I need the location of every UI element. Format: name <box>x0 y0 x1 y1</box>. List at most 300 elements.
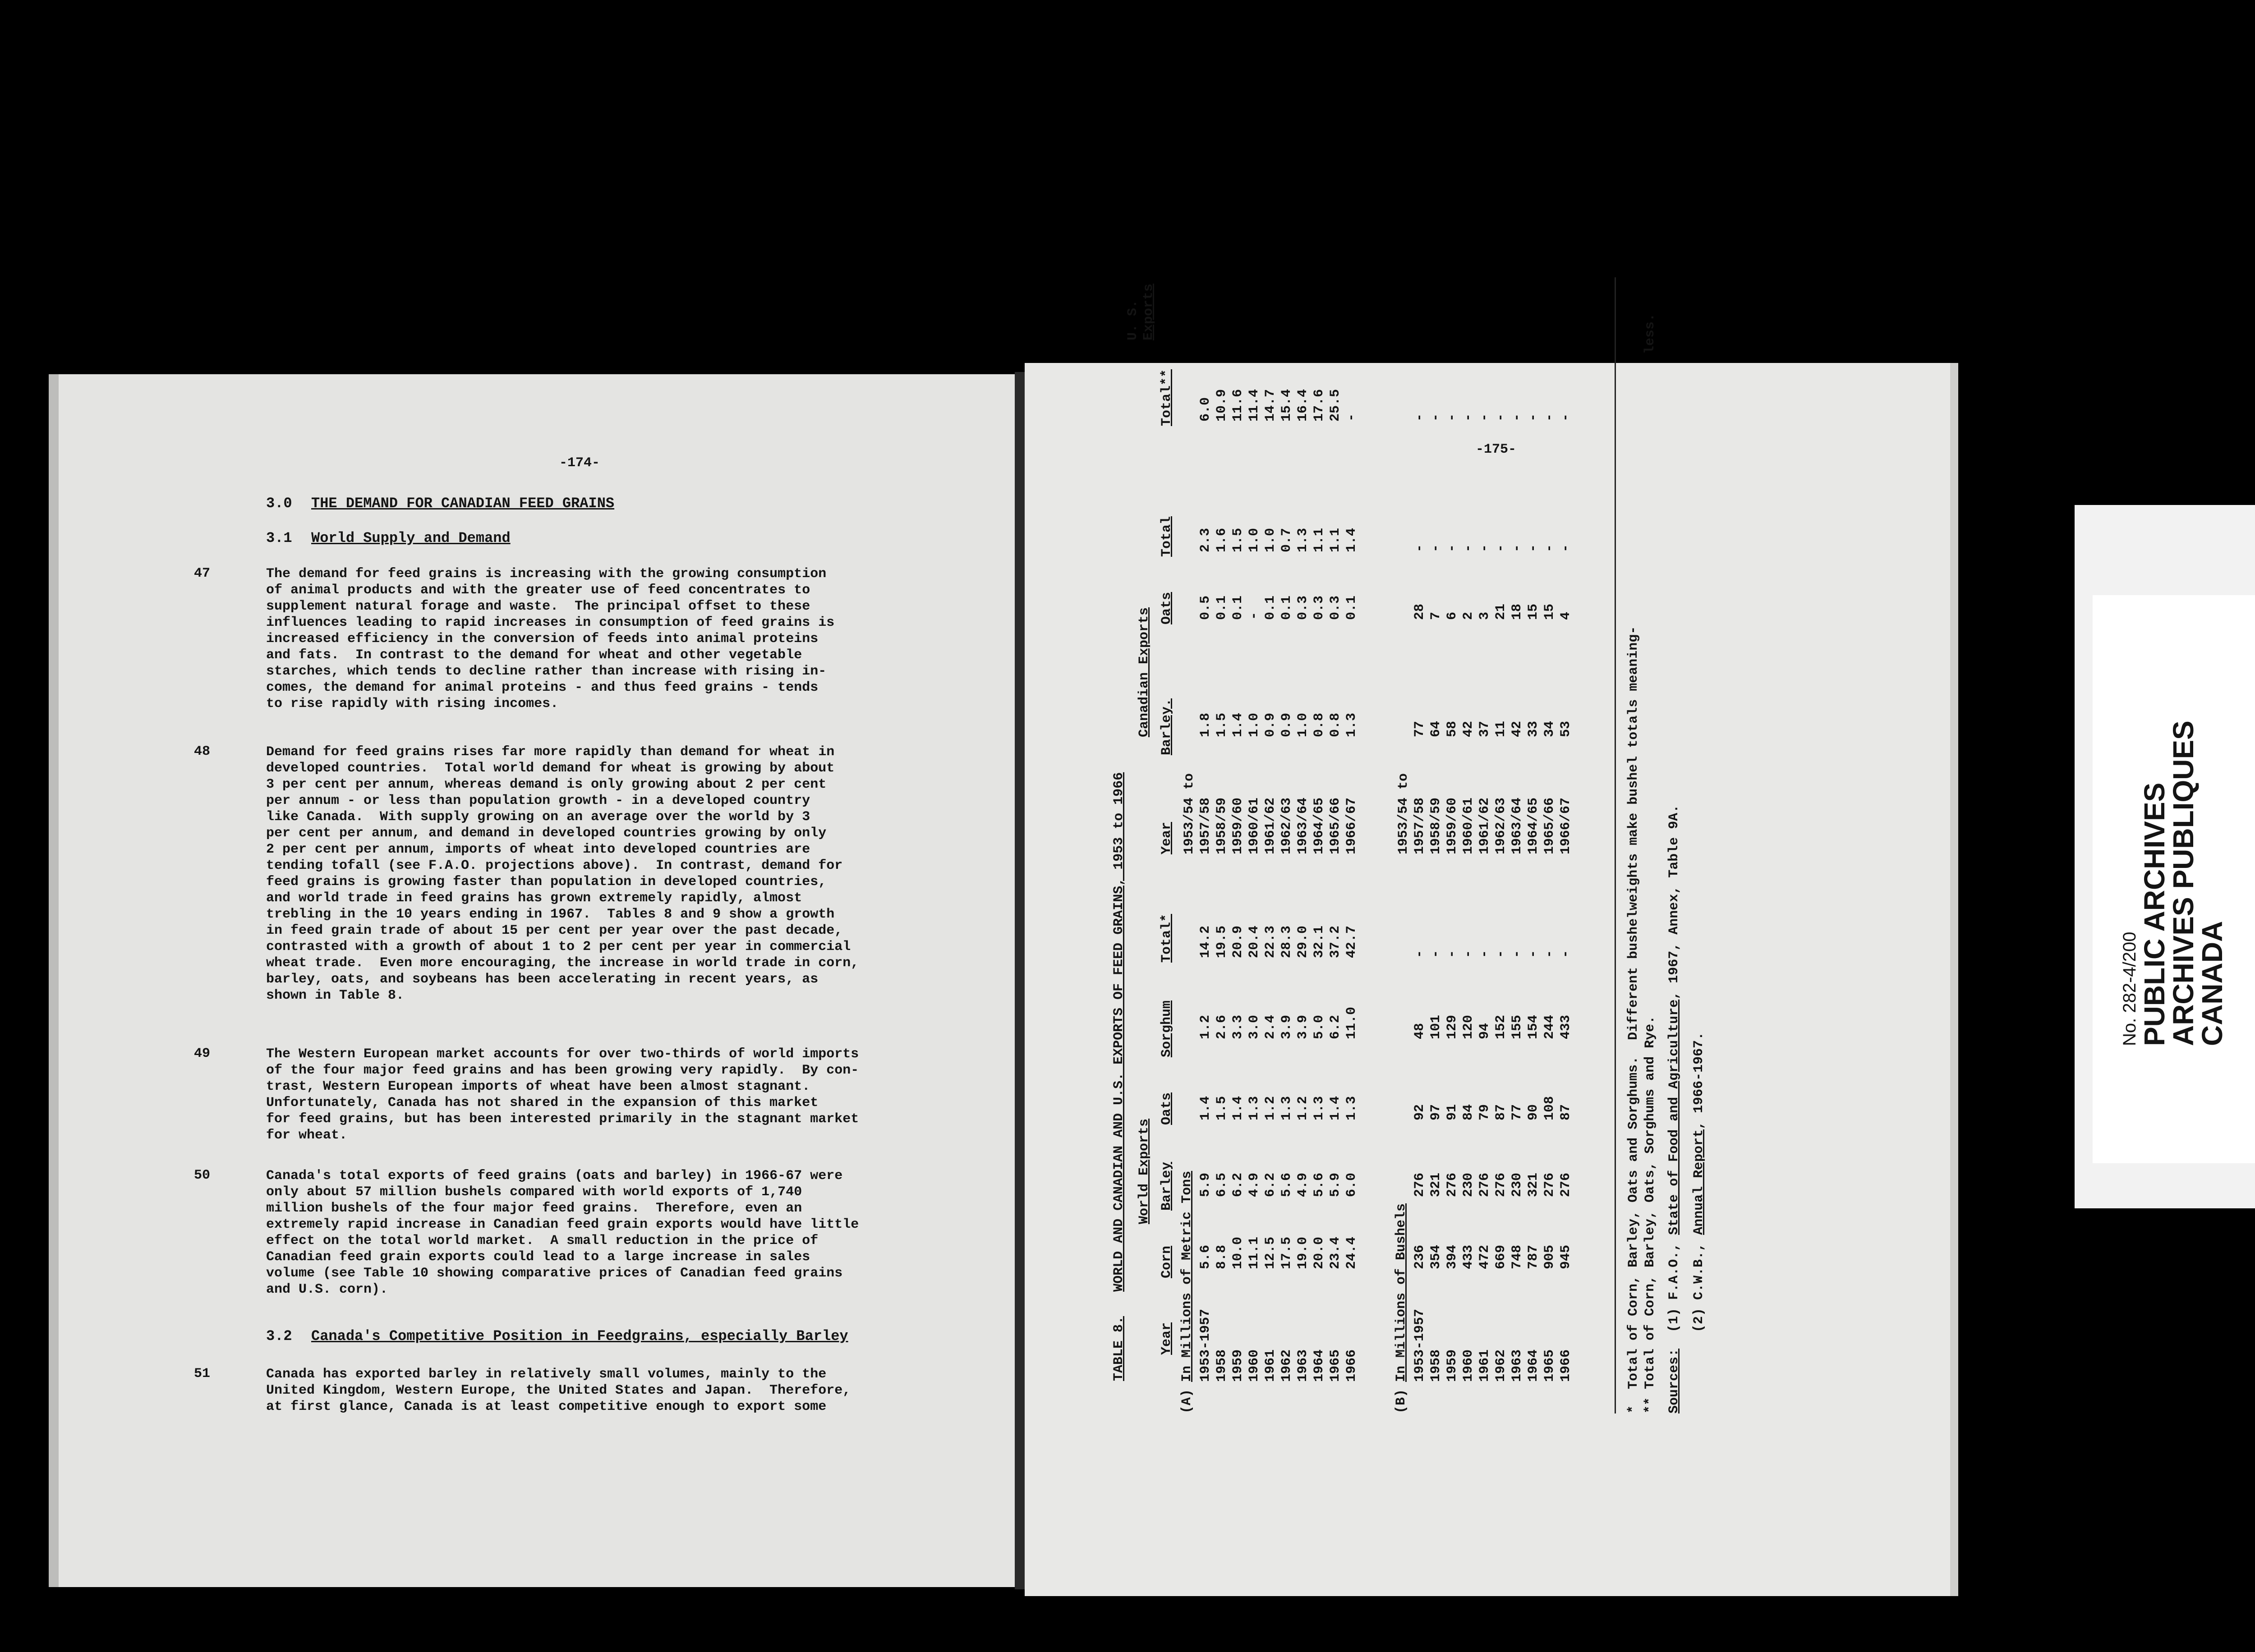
text-line: 4 <box>1558 611 1574 620</box>
text-line: 108 <box>1542 1096 1557 1120</box>
a-total-column <box>1197 926 1360 958</box>
paragraph-number-47: 47 <box>194 566 211 581</box>
text-line: influences leading to rapid increases in consumption of feed grains is <box>266 615 835 630</box>
text-line: 16.4 <box>1295 389 1311 422</box>
text-line: 1.8 <box>1198 712 1213 737</box>
col-header-barley: Barley <box>1159 1161 1174 1211</box>
text-line: 1963 <box>1295 1349 1311 1382</box>
text-line: 1965 <box>1542 1349 1557 1382</box>
footnote-1: * Total of Corn, Barley, Oats and Sorghums. Different bushelweights make bushel totals meaning- <box>1626 626 1641 1413</box>
table-rule <box>1615 277 1616 1413</box>
text-line: 1953-1957 <box>1412 1308 1427 1382</box>
paragraph-48 <box>266 744 988 1004</box>
text-line: Unfortunately, Canada has not shared in the expansion of this market <box>266 1095 819 1111</box>
us-exports-label: Exports <box>1141 283 1156 340</box>
text-line: 1960 <box>1461 1349 1476 1382</box>
text-line: - <box>1526 413 1541 422</box>
world-exports-heading <box>1137 1119 1152 1224</box>
text-line: 77 <box>1509 1104 1525 1120</box>
text-line: 155 <box>1509 1014 1525 1039</box>
text-line: Canada's total exports of feed grains (oats and barley) in 1966-67 were <box>266 1168 843 1184</box>
text-line: 236 <box>1412 1244 1427 1269</box>
col-header-year: Year <box>1159 1322 1174 1355</box>
col-header-corn: Corn <box>1159 1245 1174 1278</box>
text-line: effect on the total world market. A small reduction in the price of <box>266 1233 819 1248</box>
text-line: 1.0 <box>1263 528 1278 552</box>
text-line: 1.2 <box>1263 1096 1278 1120</box>
text-line: 905 <box>1542 1244 1557 1269</box>
paragraph-49 <box>266 1046 988 1143</box>
text-line: 1.1 <box>1312 528 1327 552</box>
text-line: 1.0 <box>1247 712 1262 737</box>
text-line: per cent per annum, and demand in developed countries growing by only <box>266 826 827 841</box>
text-line <box>1395 721 1412 737</box>
a-canadian-barley-column <box>1181 713 1360 737</box>
a-corn-column <box>1197 1237 1360 1269</box>
text-line <box>1181 389 1197 422</box>
text-line: - <box>1558 413 1574 422</box>
text-line: 22.3 <box>1263 925 1278 958</box>
table-label: TABLE 8. <box>1111 1316 1127 1381</box>
section-a-label: (A) <box>1179 1389 1195 1413</box>
us-exports-heading-2 <box>1141 284 1156 340</box>
section-b-unit: In Millions of Bushels <box>1394 1203 1409 1382</box>
text-line: 1959/60 <box>1230 797 1246 854</box>
text-line: 1959/60 <box>1445 797 1460 854</box>
text-line: - <box>1477 950 1492 958</box>
b-canadian-total-column <box>1395 544 1574 552</box>
text-line: 1.6 <box>1214 528 1229 552</box>
col-header-canadian-year: Year <box>1159 821 1174 854</box>
text-line: 29.0 <box>1295 925 1311 958</box>
text-line: 1957/58 <box>1198 797 1213 854</box>
text-line: United Kingdom, Western Europe, the United States and Japan. Therefore, <box>266 1383 851 1398</box>
text-line: 0.9 <box>1279 712 1294 737</box>
text-line: 77 <box>1412 720 1427 737</box>
text-line: 0.8 <box>1328 712 1343 737</box>
col-header-oats: Oats <box>1159 1092 1174 1125</box>
text-line: 8.8 <box>1214 1244 1229 1269</box>
text-line: 2.3 <box>1198 528 1213 552</box>
archive-line-1: PUBLIC ARCHIVES <box>2138 782 2171 1046</box>
text-line: 4.9 <box>1295 1172 1311 1197</box>
text-line: 1959 <box>1445 1349 1460 1382</box>
text-line: 1958 <box>1428 1349 1444 1382</box>
text-line: - <box>1412 950 1427 958</box>
text-line: 79 <box>1477 1104 1492 1120</box>
text-line: 17.5 <box>1279 1236 1294 1269</box>
text-line: 1.3 <box>1247 1096 1262 1120</box>
text-line: 10.9 <box>1214 389 1229 422</box>
text-line <box>1181 596 1197 620</box>
text-line: 42 <box>1509 720 1525 737</box>
text-line: trast, Western European imports of wheat have been almost stagnant. <box>266 1079 810 1094</box>
sources-line-2 <box>1691 1032 1707 1413</box>
text-line: 1965/66 <box>1542 797 1557 854</box>
section-3-2-heading <box>266 1328 848 1345</box>
source-2-suffix: , 1966-1967. <box>1691 1032 1707 1129</box>
text-line <box>1395 544 1412 552</box>
section-number: 3.0 <box>266 495 292 512</box>
b-barley-column <box>1412 1173 1574 1197</box>
text-line: 42 <box>1461 720 1476 737</box>
archive-line-2: ARCHIVES PUBLIQUES <box>2167 720 2200 1046</box>
text-line: for wheat. <box>266 1128 348 1143</box>
section-b-label: (B) <box>1394 1389 1409 1413</box>
text-line: 120 <box>1461 1014 1476 1039</box>
text-line: at first glance, Canada is at least competitive enough to export some <box>266 1399 827 1414</box>
text-line: 5.6 <box>1198 1244 1213 1269</box>
section-a-unit: In Millions of Metric Tons <box>1179 1170 1195 1382</box>
text-line: 84 <box>1461 1104 1476 1120</box>
text-line: 1966 <box>1558 1349 1574 1382</box>
text-line: 97 <box>1428 1104 1444 1120</box>
text-line: - <box>1461 950 1476 958</box>
text-line: 1962 <box>1493 1349 1509 1382</box>
text-line: 14.7 <box>1263 389 1278 422</box>
text-line: Canadian feed grain exports could lead to a large increase in sales <box>266 1249 810 1265</box>
text-line: 5.6 <box>1312 1172 1327 1197</box>
col-header-canadian-barley: Barley. <box>1159 698 1174 755</box>
text-line: 1964/65 <box>1312 797 1327 854</box>
text-line: like Canada. With supply growing on an average over the world by 3 <box>266 809 810 825</box>
text-line: 1.4 <box>1344 528 1359 552</box>
text-line: for feed grains, but has been interested primarily in the stagnant market <box>266 1111 859 1127</box>
text-line: 91 <box>1445 1104 1460 1120</box>
text-line: 1.2 <box>1295 1096 1311 1120</box>
text-line: barley, oats, and soybeans has been accelerating in recent years, as <box>266 972 819 987</box>
footnote-2: ** Total of Corn, Barley, Oats, Sorghums and Rye. <box>1643 1015 1658 1413</box>
text-line: 0.1 <box>1230 595 1246 620</box>
text-line: 87 <box>1493 1104 1509 1120</box>
text-line: 1965/66 <box>1328 797 1343 854</box>
text-line: 1960/61 <box>1461 797 1476 854</box>
table-title: WORLD AND CANADIAN AND U.S. EXPORTS OF FEED GRAINS, 1953 to 1966 <box>1111 772 1127 1292</box>
text-line: - <box>1526 950 1541 958</box>
text-line: 58 <box>1445 720 1460 737</box>
text-line: 1.3 <box>1279 1096 1294 1120</box>
text-line: 1958/59 <box>1214 797 1229 854</box>
us-exports-heading-1: U. S. <box>1125 299 1141 340</box>
col-header-canadian-total: Total <box>1159 516 1174 557</box>
text-line: 2.6 <box>1214 1014 1229 1039</box>
source-1-title: State of Food and Agriculture <box>1666 999 1682 1235</box>
text-line: 14.2 <box>1198 925 1213 958</box>
text-line: - <box>1412 544 1427 552</box>
text-line: 20.9 <box>1230 925 1246 958</box>
text-line <box>1181 528 1197 552</box>
text-line: 48 <box>1412 1023 1427 1039</box>
text-line: 152 <box>1493 1014 1509 1039</box>
text-line: 276 <box>1477 1172 1492 1197</box>
text-line: 154 <box>1526 1014 1541 1039</box>
source-2-prefix: (2) C.W.B., <box>1691 1243 1707 1332</box>
text-line: 1.4 <box>1230 712 1246 737</box>
text-line: 1959 <box>1230 1349 1246 1382</box>
text-line <box>1395 413 1412 422</box>
text-line: 15.4 <box>1279 389 1294 422</box>
text-line: 5.0 <box>1312 1014 1327 1039</box>
text-line <box>1181 713 1197 737</box>
text-line: 17.6 <box>1312 389 1327 422</box>
text-line: 1960 <box>1247 1349 1262 1382</box>
text-line: 1958/59 <box>1428 797 1444 854</box>
text-line: 276 <box>1542 1172 1557 1197</box>
text-line: 94 <box>1477 1023 1492 1039</box>
text-line: - <box>1558 950 1574 958</box>
text-line: 276 <box>1445 1172 1460 1197</box>
page-number-175: -175- <box>1476 442 1517 457</box>
text-line: - <box>1461 544 1476 552</box>
text-line: starches, which tends to decline rather than increase with rising in- <box>266 664 827 679</box>
text-line: 1.3 <box>1344 712 1359 737</box>
text-line: 10.0 <box>1230 1236 1246 1269</box>
text-line: 1966 <box>1344 1349 1359 1382</box>
col-header-sorghum: Sorghum <box>1159 1000 1174 1057</box>
text-line: trebling in the 10 years ending in 1967. Tables 8 and 9 show a growth <box>266 907 835 922</box>
text-line: increased efficiency in the conversion of feeds into animal proteins <box>266 631 819 647</box>
text-line: 433 <box>1558 1014 1574 1039</box>
text-line: - <box>1558 544 1574 552</box>
text-line: 7 <box>1428 611 1444 620</box>
text-line: 433 <box>1461 1244 1476 1269</box>
b-oats-column <box>1412 1096 1574 1120</box>
text-line: in feed grain trade of about 15 per cent per year over the past decade, <box>266 923 843 938</box>
text-line: - <box>1542 950 1557 958</box>
table-title-line <box>1096 772 1142 1413</box>
text-line: 1957/58 <box>1412 797 1427 854</box>
left-page <box>49 374 1028 1587</box>
text-line: The Western European market accounts for over two-thirds of world imports <box>266 1046 859 1062</box>
text-line: Demand for feed grains rises far more rapidly than demand for wheat in <box>266 744 835 760</box>
text-line: 669 <box>1493 1244 1509 1269</box>
text-line: 0.1 <box>1279 595 1294 620</box>
text-line: 1.1 <box>1328 528 1343 552</box>
text-line: 1966/67 <box>1558 797 1574 854</box>
col-header-canadian-oats: Oats <box>1159 592 1174 624</box>
text-line: 1.2 <box>1198 1014 1213 1039</box>
text-line: - <box>1461 413 1476 422</box>
text-line: 6.0 <box>1344 1172 1359 1197</box>
text-line: 12.5 <box>1263 1236 1278 1269</box>
text-line: 230 <box>1461 1172 1476 1197</box>
text-line: 15 <box>1526 603 1541 620</box>
a-canadian-total-column <box>1181 528 1360 552</box>
text-line: 4.9 <box>1247 1172 1262 1197</box>
text-line: 87 <box>1558 1104 1574 1120</box>
text-line: 6.0 <box>1198 397 1213 422</box>
text-line: 1963/64 <box>1295 797 1311 854</box>
text-line: 92 <box>1412 1104 1427 1120</box>
text-line: - <box>1493 544 1509 552</box>
source-2-title: Annual Report <box>1691 1129 1707 1235</box>
text-line: 5.9 <box>1198 1172 1213 1197</box>
text-line: 1962/63 <box>1279 797 1294 854</box>
text-line: - <box>1542 413 1557 422</box>
text-line: 1.5 <box>1230 528 1246 552</box>
text-line: 129 <box>1445 1014 1460 1039</box>
text-line: and world trade in feed grains has grown extremely rapidly, almost <box>266 890 802 906</box>
text-line: to rise rapidly with rising incomes. <box>266 696 559 711</box>
b-corn-column <box>1412 1245 1574 1269</box>
text-line: 6 <box>1445 611 1460 620</box>
section-title: Canada's Competitive Position in Feedgrains, especially Barley <box>311 1328 848 1345</box>
text-line: - <box>1445 950 1460 958</box>
section-number: 3.2 <box>266 1328 292 1345</box>
text-line: 3.3 <box>1230 1014 1246 1039</box>
text-line: 32.1 <box>1312 925 1327 958</box>
text-line: million bushels of the four major feed grains. Therefore, even an <box>266 1201 802 1216</box>
text-line: 1953/54 to <box>1182 773 1197 854</box>
text-line: The demand for feed grains is increasing with the growing consumption <box>266 566 827 582</box>
text-line: 1958 <box>1214 1349 1229 1382</box>
text-line: 1966/67 <box>1344 797 1359 854</box>
text-line: 1964 <box>1526 1349 1541 1382</box>
text-line: 945 <box>1558 1244 1574 1269</box>
book-gutter <box>1015 372 1025 1589</box>
text-line: - <box>1509 544 1525 552</box>
text-line: 3.9 <box>1279 1014 1294 1039</box>
text-line: - <box>1477 413 1492 422</box>
text-line: 1.5 <box>1214 712 1229 737</box>
a-year-column <box>1197 1309 1360 1382</box>
text-line: 1961/62 <box>1263 797 1278 854</box>
text-line: shown in Table 8. <box>266 988 405 1003</box>
text-line: 0.1 <box>1214 595 1229 620</box>
text-line: 23.4 <box>1328 1236 1343 1269</box>
text-line: wheat trade. Even more encouraging, the increase in world trade in corn, <box>266 955 859 971</box>
archive-number: No. 282-4/200 <box>2120 932 2140 1046</box>
a-us-total-column <box>1181 389 1360 422</box>
text-line: 15 <box>1542 603 1557 620</box>
paragraph-51 <box>266 1366 988 1415</box>
text-line: 0.3 <box>1312 595 1327 620</box>
text-line: - <box>1412 413 1427 422</box>
text-line: 2 <box>1461 611 1476 620</box>
a-canadian-year-column <box>1181 773 1360 854</box>
text-line: only about 57 million bushels compared with world exports of 1,740 <box>266 1184 802 1200</box>
text-line: 1.0 <box>1295 712 1311 737</box>
text-line: 2.4 <box>1263 1014 1278 1039</box>
paragraph-47 <box>266 566 988 712</box>
text-line: 6.5 <box>1214 1172 1229 1197</box>
text-line: 1961/62 <box>1477 797 1492 854</box>
text-line: 787 <box>1526 1244 1541 1269</box>
text-line: 6.2 <box>1328 1014 1343 1039</box>
text-line: per annum - or less than population growth - in a developed country <box>266 793 810 808</box>
text-line: 25.5 <box>1328 389 1343 422</box>
text-line: 1961 <box>1263 1349 1278 1382</box>
b-canadian-oats-column <box>1395 604 1574 620</box>
text-line: of animal products and with the greater use of feed concentrates to <box>266 583 810 598</box>
text-line: 244 <box>1542 1014 1557 1039</box>
text-line: 1962/63 <box>1493 797 1509 854</box>
text-line <box>1395 604 1412 620</box>
section-title: THE DEMAND FOR CANADIAN FEED GRAINS <box>311 495 615 512</box>
text-line: 0.3 <box>1295 595 1311 620</box>
text-line: 18 <box>1509 603 1525 620</box>
text-line: 748 <box>1509 1244 1525 1269</box>
text-line: - <box>1428 950 1444 958</box>
col-header-total: Total* <box>1159 913 1174 963</box>
paragraph-50 <box>266 1168 988 1298</box>
text-line: 1.4 <box>1230 1096 1246 1120</box>
text-line: 34 <box>1542 720 1557 737</box>
text-line: 1962 <box>1279 1349 1294 1382</box>
text-line: 1953-1957 <box>1198 1308 1213 1382</box>
archive-stamp-text <box>2120 550 2255 1046</box>
text-line: - <box>1509 950 1525 958</box>
a-sorghum-column <box>1197 1007 1360 1039</box>
text-line: 19.0 <box>1295 1236 1311 1269</box>
text-line: 1965 <box>1328 1349 1343 1382</box>
text-line: 1961 <box>1477 1349 1492 1382</box>
text-line: 276 <box>1558 1172 1574 1197</box>
a-barley-column <box>1197 1173 1360 1197</box>
text-line: 6.2 <box>1263 1172 1278 1197</box>
text-line: 5.6 <box>1279 1172 1294 1197</box>
b-total-column <box>1412 950 1574 958</box>
text-line: 53 <box>1558 720 1574 737</box>
b-us-total-column <box>1395 413 1574 422</box>
text-line: 0.1 <box>1263 595 1278 620</box>
col-header-us-total: Total** <box>1159 369 1174 426</box>
text-line: - <box>1428 544 1444 552</box>
text-line: 20.0 <box>1312 1236 1327 1269</box>
text-line: 1.3 <box>1295 528 1311 552</box>
text-line: 11.6 <box>1230 389 1246 422</box>
text-line: - <box>1247 611 1262 620</box>
text-line: 276 <box>1493 1172 1509 1197</box>
text-line: comes, the demand for animal proteins - and thus feed grains - tends <box>266 680 819 695</box>
world-exports-label: World Exports <box>1137 1118 1152 1224</box>
text-line: 0.3 <box>1328 595 1343 620</box>
text-line: 1.0 <box>1247 528 1262 552</box>
text-line: extremely rapid increase in Canadian feed grain exports would have little <box>266 1217 859 1232</box>
sources-line-1 <box>1666 805 1682 1413</box>
canadian-exports-label: Canadian Exports <box>1137 607 1152 737</box>
section-title: World Supply and Demand <box>311 530 511 546</box>
text-line: 1963 <box>1509 1349 1525 1382</box>
text-line: 101 <box>1428 1014 1444 1039</box>
text-line: 28 <box>1412 603 1427 620</box>
text-line: - <box>1477 544 1492 552</box>
text-line: - <box>1445 544 1460 552</box>
text-line: 90 <box>1526 1104 1541 1120</box>
text-line: 11.4 <box>1247 389 1262 422</box>
text-line: 64 <box>1428 720 1444 737</box>
b-sorghum-column <box>1412 1015 1574 1039</box>
text-line: 11.0 <box>1344 1006 1359 1039</box>
text-line: - <box>1509 413 1525 422</box>
paragraph-number-51: 51 <box>194 1366 211 1381</box>
text-line: volume (see Table 10 showing comparative prices of Canadian feed grains <box>266 1266 843 1281</box>
sources-label: Sources: <box>1666 1348 1682 1413</box>
text-line: 3.0 <box>1247 1014 1262 1039</box>
text-line: and fats. In contrast to the demand for wheat and other vegetable <box>266 647 802 663</box>
text-line: 1953/54 to <box>1396 773 1411 854</box>
text-line: 24.4 <box>1344 1236 1359 1269</box>
canadian-exports-heading <box>1137 607 1152 737</box>
text-line: 394 <box>1445 1244 1460 1269</box>
text-line: 20.4 <box>1247 925 1262 958</box>
text-line: 1.4 <box>1198 1096 1213 1120</box>
text-line: supplement natural forage and waste. The principal offset to these <box>266 599 810 614</box>
page-number-174: -174- <box>559 455 600 471</box>
text-line: - <box>1344 413 1359 422</box>
text-line: tending tofall (see F.A.O. projections above). In contrast, demand for <box>266 858 843 873</box>
text-line: 230 <box>1509 1172 1525 1197</box>
